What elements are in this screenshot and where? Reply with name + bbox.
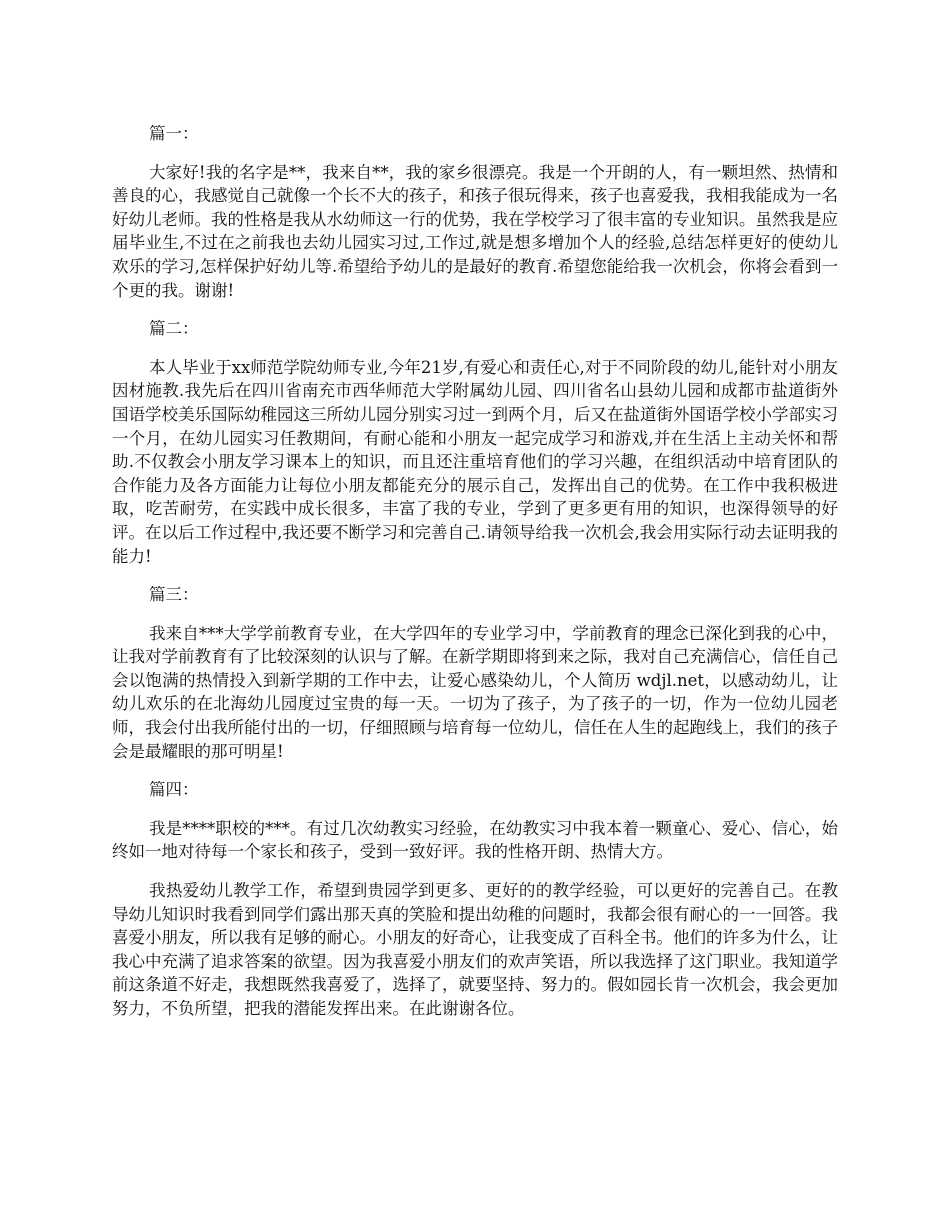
section-paragraph: 我热爱幼儿教学工作，希望到贵园学到更多、更好的的教学经验，可以更好的完善自己。在教导幼儿知识时我看到同学们露出那天真的笑脸和提出幼稚的问题时，我都会很有耐心的一一回答。我喜爱小朋友，所以我有足够的耐心。小朋友的好奇心，让我变成了百科全书。他们的许多为什么，让我心中充满了追求答案的欲望。因为我喜爱小朋友们的欢声笑语，所以我选择了这门职业。我知道学前这条道不好走，我想既然我喜爱了，选择了，就要坚持、努力的。假如园长肯一次机会，我会更加努力，不负所望，把我的潜能发挥出来。在此谢谢各位。 [112,881,838,1018]
section-heading: 篇二： [149,319,199,339]
section-heading: 篇四： [149,780,199,800]
section-paragraph: 我是****职校的***。有过几次幼教实习经验，在幼教实习中我本着一颗童心、爱心、信心，始终如一地对待每一个家长和孩子，受到一致好评。我的性格开朗、热情大方。 [112,818,838,862]
document-body [112,122,838,1021]
section-heading: 篇三： [149,585,199,605]
section-paragraph: 大家好!我的名字是**，我来自**，我的家乡很漂亮。我是一个开朗的人，有一颗坦然、热情和善良的心，我感觉自己就像一个长不大的孩子，和孩子很玩得来，孩子也喜爱我，我相我能成为一名好幼儿老师。我的性格是我从水幼师这一行的优势，我在学校学习了很丰富的专业知识。虽然我是应届毕业生,不过在之前我也去幼儿园实习过,工作过,就是想多增加个人的经验,总结怎样更好的使幼儿欢乐的学习,怎样保护好幼儿等.希望给予幼儿的是最好的教育.希望您能给我一次机会，你将会看到一个更的我。谢谢! [112,162,838,300]
section-paragraph: 本人毕业于xx师范学院幼师专业,今年21岁,有爱心和责任心,对于不同阶段的幼儿,能针对小朋友因材施教.我先后在四川省南充市西华师范大学附属幼儿园、四川省名山县幼儿园和成都市盐道街外国语学校美乐国际幼稚园这三所幼儿园分别实习过一到两个月，后又在盐道街外国语学校小学部实习一个月，在幼儿园实习任教期间，有耐心能和小朋友一起完成学习和游戏,并在生活上主动关怀和帮助.不仅教会小朋友学习课本上的知识，而且还注重培育他们的学习兴趣，在组织活动中培育团队的合作能力及各方面能力让每位小朋友都能充分的展示自己，发挥出自己的优势。在工作中我积极进取，吃苦耐劳，在实践中成长很多，丰富了我的专业，学到了更多更有用的知识，也深得领导的好评。在以后工作过程中,我还要不断学习和完善自己.请领导给我一次机会,我会用实际行动去证明我的能力! [112,357,838,566]
section-heading: 篇一： [149,124,199,143]
section-paragraph: 我来自***大学学前教育专业，在大学四年的专业学习中，学前教育的理念已深化到我的心中，让我对学前教育有了比较深刻的认识与了解。在新学期即将到来之际，我对自己充满信心，信任自己会以饱满的热情投入到新学期的工作中去，让爱心感染幼儿，个人简历 wdjl.net，以感动幼儿，让幼儿欢乐的在北海幼儿园度过宝贵的每一天。一切为了孩子，为了孩子的一切，作为一位幼儿园老师，我会付出我所能付出的一切，仔细照顾与培育每一位幼儿，信任在人生的起跑线上，我们的孩子会是最耀眼的那可明星! [112,623,838,761]
